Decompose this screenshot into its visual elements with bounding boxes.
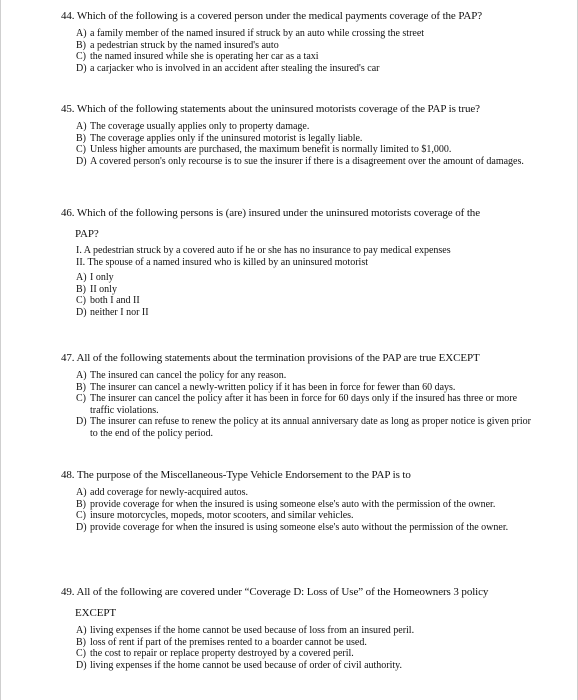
option-letter: B) — [76, 39, 86, 51]
option-text: The insured can cancel the policy for any reason. — [90, 370, 287, 381]
option-letter: D) — [76, 155, 87, 167]
answer-options — [76, 487, 531, 533]
answer-options — [76, 121, 531, 167]
question-stem: 49. All of the following are covered under “Coverage D: Loss of Use” of the Homeowners 3 policy — [61, 586, 489, 598]
option-a[interactable] — [76, 272, 531, 284]
option-text: provide coverage for when the insured is using someone else's auto with the permission of the owner. — [90, 498, 496, 510]
option-letter: C) — [76, 648, 86, 659]
question-48 — [61, 467, 531, 533]
option-text: The insurer can cancel a newly-written policy if it has been in force for fewer than 60 days. — [90, 381, 456, 393]
option-text: a family member of the named insured if struck by an auto while crossing the street — [90, 28, 425, 39]
option-b[interactable] — [76, 284, 531, 296]
option-letter: A) — [76, 121, 87, 132]
option-letter: A) — [76, 28, 87, 39]
option-a[interactable] — [76, 121, 531, 133]
option-letter: B) — [76, 132, 86, 144]
option-letter: C) — [76, 510, 86, 521]
option-d[interactable] — [76, 416, 531, 439]
option-text: Unless higher amounts are purchased, the maximum benefit is normally limited to $1,000. — [90, 144, 452, 155]
option-text: add coverage for newly-acquired autos. — [90, 487, 248, 498]
option-d[interactable] — [76, 63, 531, 75]
option-d[interactable] — [76, 307, 531, 319]
question-stem: 44. Which of the following is a covered person under the medical payments coverage of the PAP? — [61, 10, 483, 22]
option-letter: B) — [76, 498, 86, 510]
option-c[interactable] — [76, 510, 531, 522]
option-b[interactable] — [76, 637, 531, 649]
option-a[interactable] — [76, 370, 531, 382]
option-c[interactable] — [76, 648, 531, 660]
question-stem: 46. Which of the following persons is (are) insured under the uninsured motorists coverage of the — [61, 207, 480, 219]
answer-options — [76, 625, 531, 671]
option-text: I only — [90, 272, 114, 283]
option-d[interactable] — [76, 660, 531, 672]
option-a[interactable] — [76, 487, 531, 499]
option-letter: A) — [76, 625, 87, 636]
question-45 — [61, 101, 531, 167]
question-47 — [61, 350, 531, 439]
option-text: a carjacker who is involved in an accident after stealing the insured's car — [90, 62, 380, 74]
option-letter: D) — [76, 306, 87, 318]
roman-statements — [61, 245, 531, 269]
option-text: both I and II — [90, 295, 140, 306]
option-text: A covered person's only recourse is to sue the insurer if there is a disagreement over the amount of damages. — [90, 155, 524, 167]
question-46 — [61, 205, 531, 318]
option-text: provide coverage for when the insured is using someone else's auto without the permission of the owner. — [90, 521, 509, 533]
option-text: neither I nor II — [90, 306, 149, 318]
option-text: loss of rent if part of the premises rented to a boarder cannot be used. — [90, 636, 367, 648]
answer-options — [76, 370, 531, 439]
option-text: living expenses if the home cannot be used because of order of civil authority. — [90, 659, 403, 671]
option-letter: C) — [76, 144, 86, 155]
option-letter: D) — [76, 416, 87, 427]
option-a[interactable] — [76, 625, 531, 637]
option-letter: C) — [76, 393, 86, 404]
option-letter: A) — [76, 487, 87, 498]
question-49 — [61, 584, 531, 671]
option-text: insure motorcycles, mopeds, motor scooters, and similar vehicles. — [90, 510, 354, 521]
question-stem: 48. The purpose of the Miscellaneous-Type Vehicle Endorsement to the PAP is to — [61, 469, 411, 481]
statement-i: I. A pedestrian struck by a covered auto if he or she has no insurance to pay medical expenses — [76, 245, 451, 256]
option-c[interactable] — [76, 393, 531, 416]
question-stem-continued: EXCEPT — [75, 607, 116, 619]
option-c[interactable] — [76, 51, 531, 63]
option-letter: D) — [76, 521, 87, 533]
option-letter: D) — [76, 62, 87, 74]
option-letter: B) — [76, 283, 86, 295]
option-text: The insurer can refuse to renew the policy at its annual anniversary date as long as proper notice is given prior to the end of the policy period. — [90, 416, 531, 439]
option-text: The coverage usually applies only to property damage. — [90, 121, 310, 132]
option-letter: A) — [76, 272, 87, 283]
option-text: living expenses if the home cannot be used because of loss from an insured peril. — [90, 625, 415, 636]
question-44 — [61, 8, 531, 74]
option-letter: D) — [76, 659, 87, 671]
option-text: the named insured while she is operating her car as a taxi — [90, 51, 319, 62]
option-c[interactable] — [76, 144, 531, 156]
option-b[interactable] — [76, 499, 531, 511]
option-text: a pedestrian struck by the named insured's auto — [90, 39, 279, 51]
answer-options — [76, 28, 531, 74]
statement-ii: II. The spouse of a named insured who is killed by an uninsured motorist — [76, 257, 368, 268]
option-text: The insurer can cancel the policy after it has been in force for 60 days only if the insured has three or more traffic violations. — [90, 393, 518, 416]
option-letter: B) — [76, 381, 86, 393]
option-b[interactable] — [76, 133, 531, 145]
question-stem: 47. All of the following statements about the termination provisions of the PAP are true EXCEPT — [61, 352, 480, 364]
option-text: II only — [90, 283, 117, 295]
option-d[interactable] — [76, 156, 531, 168]
option-c[interactable] — [76, 295, 531, 307]
option-text: The coverage applies only if the uninsured motorist is legally liable. — [90, 132, 363, 144]
option-letter: C) — [76, 295, 86, 306]
question-stem-continued: PAP? — [75, 228, 99, 240]
option-a[interactable] — [76, 28, 531, 40]
answer-options — [76, 272, 531, 318]
option-b[interactable] — [76, 40, 531, 52]
option-letter: B) — [76, 636, 86, 648]
option-d[interactable] — [76, 522, 531, 534]
option-letter: C) — [76, 51, 86, 62]
question-stem: 45. Which of the following statements about the uninsured motorists coverage of the PAP is true? — [61, 103, 480, 115]
option-letter: A) — [76, 370, 87, 381]
option-text: the cost to repair or replace property destroyed by a covered peril. — [90, 648, 354, 659]
option-b[interactable] — [76, 382, 531, 394]
